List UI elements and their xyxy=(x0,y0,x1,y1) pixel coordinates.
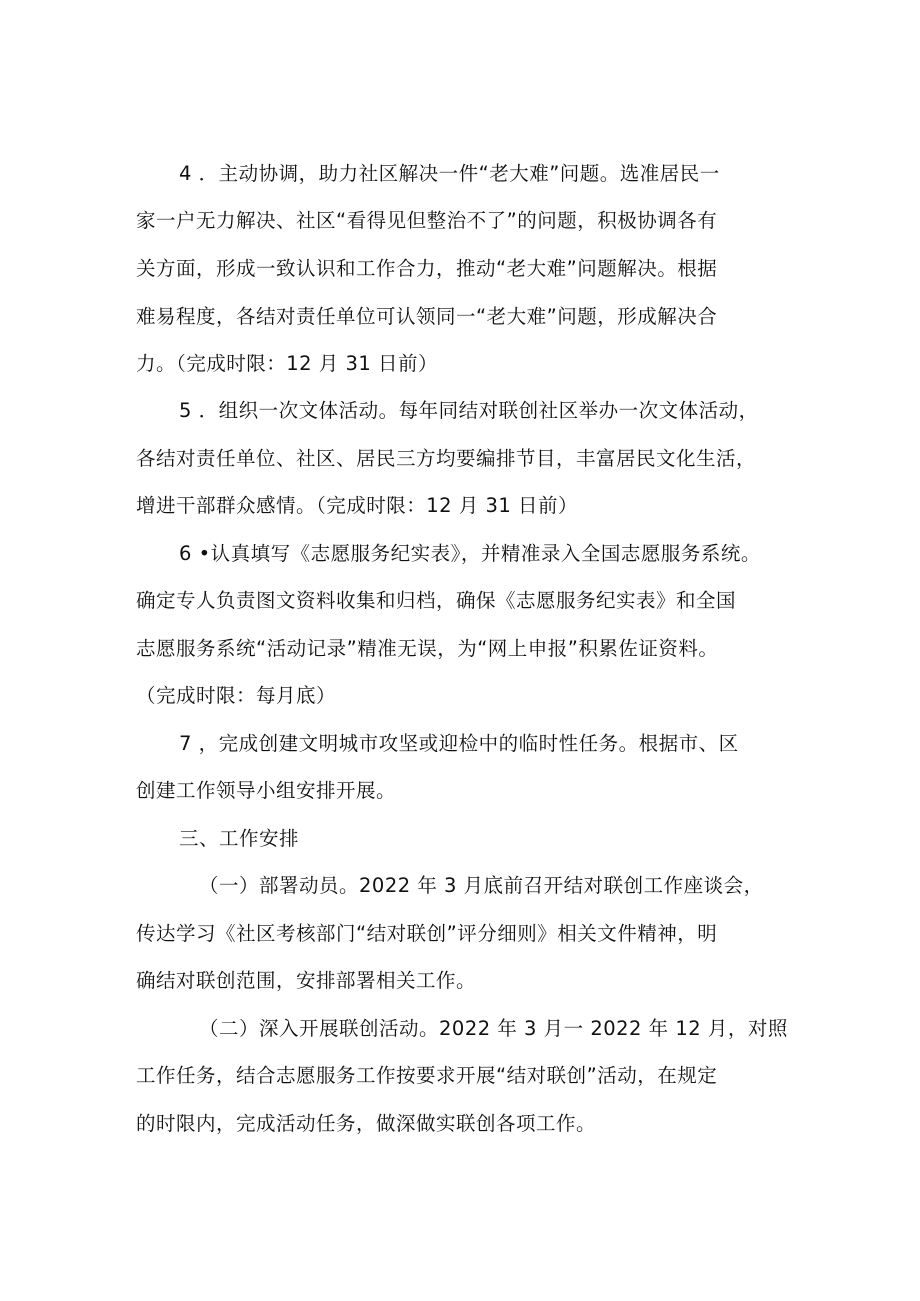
item-4-line-4: 难易程度，各结对责任单位可认领同一“老大难”问题，形成解决合 xyxy=(136,305,718,328)
item-4-line-3: 关方面，形成一致认识和工作合力，推动“老大难”问题解决。根据 xyxy=(136,257,718,280)
sub-1-line-3: 确结对联创范围，安排部署相关工作。 xyxy=(136,969,477,992)
item-4-line-5: 力。（完成时限：12 月 31 日前） xyxy=(136,352,438,375)
item-6-line-1: 6 •认真填写《志愿服务纪实表》，并精准录入全国志愿服务系统。 xyxy=(179,542,761,565)
sub-2-line-2: 工作任务，结合志愿服务工作按要求开展“结对联创”活动，在规定 xyxy=(136,1064,718,1087)
item-5-line-1: 5 ．组织一次文体活动。每年同结对联创社区举办一次文体活动， xyxy=(179,399,759,422)
item-7-line-1: 7 ，完成创建文明城市攻坚或迎检中的临时性任务。根据市、区 xyxy=(179,732,739,755)
sub-2-line-1: （二）深入开展联创活动。2022 年 3 月一 2022 年 12 月，对照 xyxy=(199,1017,788,1040)
item-5-line-2: 各结对责任单位、社区、居民三方均要编排节目，丰富居民文化生活， xyxy=(136,447,757,470)
item-4-line-2: 家一户无力解决、社区“看得见但整治不了”的问题，积极协调各有 xyxy=(136,209,718,232)
item-4-line-1: 4 ．主动协调，助力社区解决一件“老大难”问题。选准居民一 xyxy=(179,162,720,185)
item-6-line-2: 确定专人负责图文资料收集和归档，确保《志愿服务纪实表》和全国 xyxy=(136,589,737,612)
sub-1-line-1: （一）部署动员。2022 年 3 月底前召开结对联创工作座谈会， xyxy=(199,874,764,897)
sub-1-line-2: 传达学习《社区考核部门“结对联创”评分细则》相关文件精神，明 xyxy=(136,922,718,945)
item-5-line-3: 增进干部群众感情。（完成时限：12 月 31 日前） xyxy=(136,494,578,517)
item-7-line-2: 创建工作领导小组安排开展。 xyxy=(136,779,397,802)
section-3-heading: 三、工作安排 xyxy=(179,827,300,850)
sub-2-line-3: 的时限内，完成活动任务，做深做实联创各项工作。 xyxy=(136,1112,597,1135)
item-6-line-3: 志愿服务系统“活动记录”精准无误，为“网上申报”积累佐证资料。 xyxy=(136,637,719,660)
item-6-line-4: （完成时限：每月底） xyxy=(136,684,337,707)
